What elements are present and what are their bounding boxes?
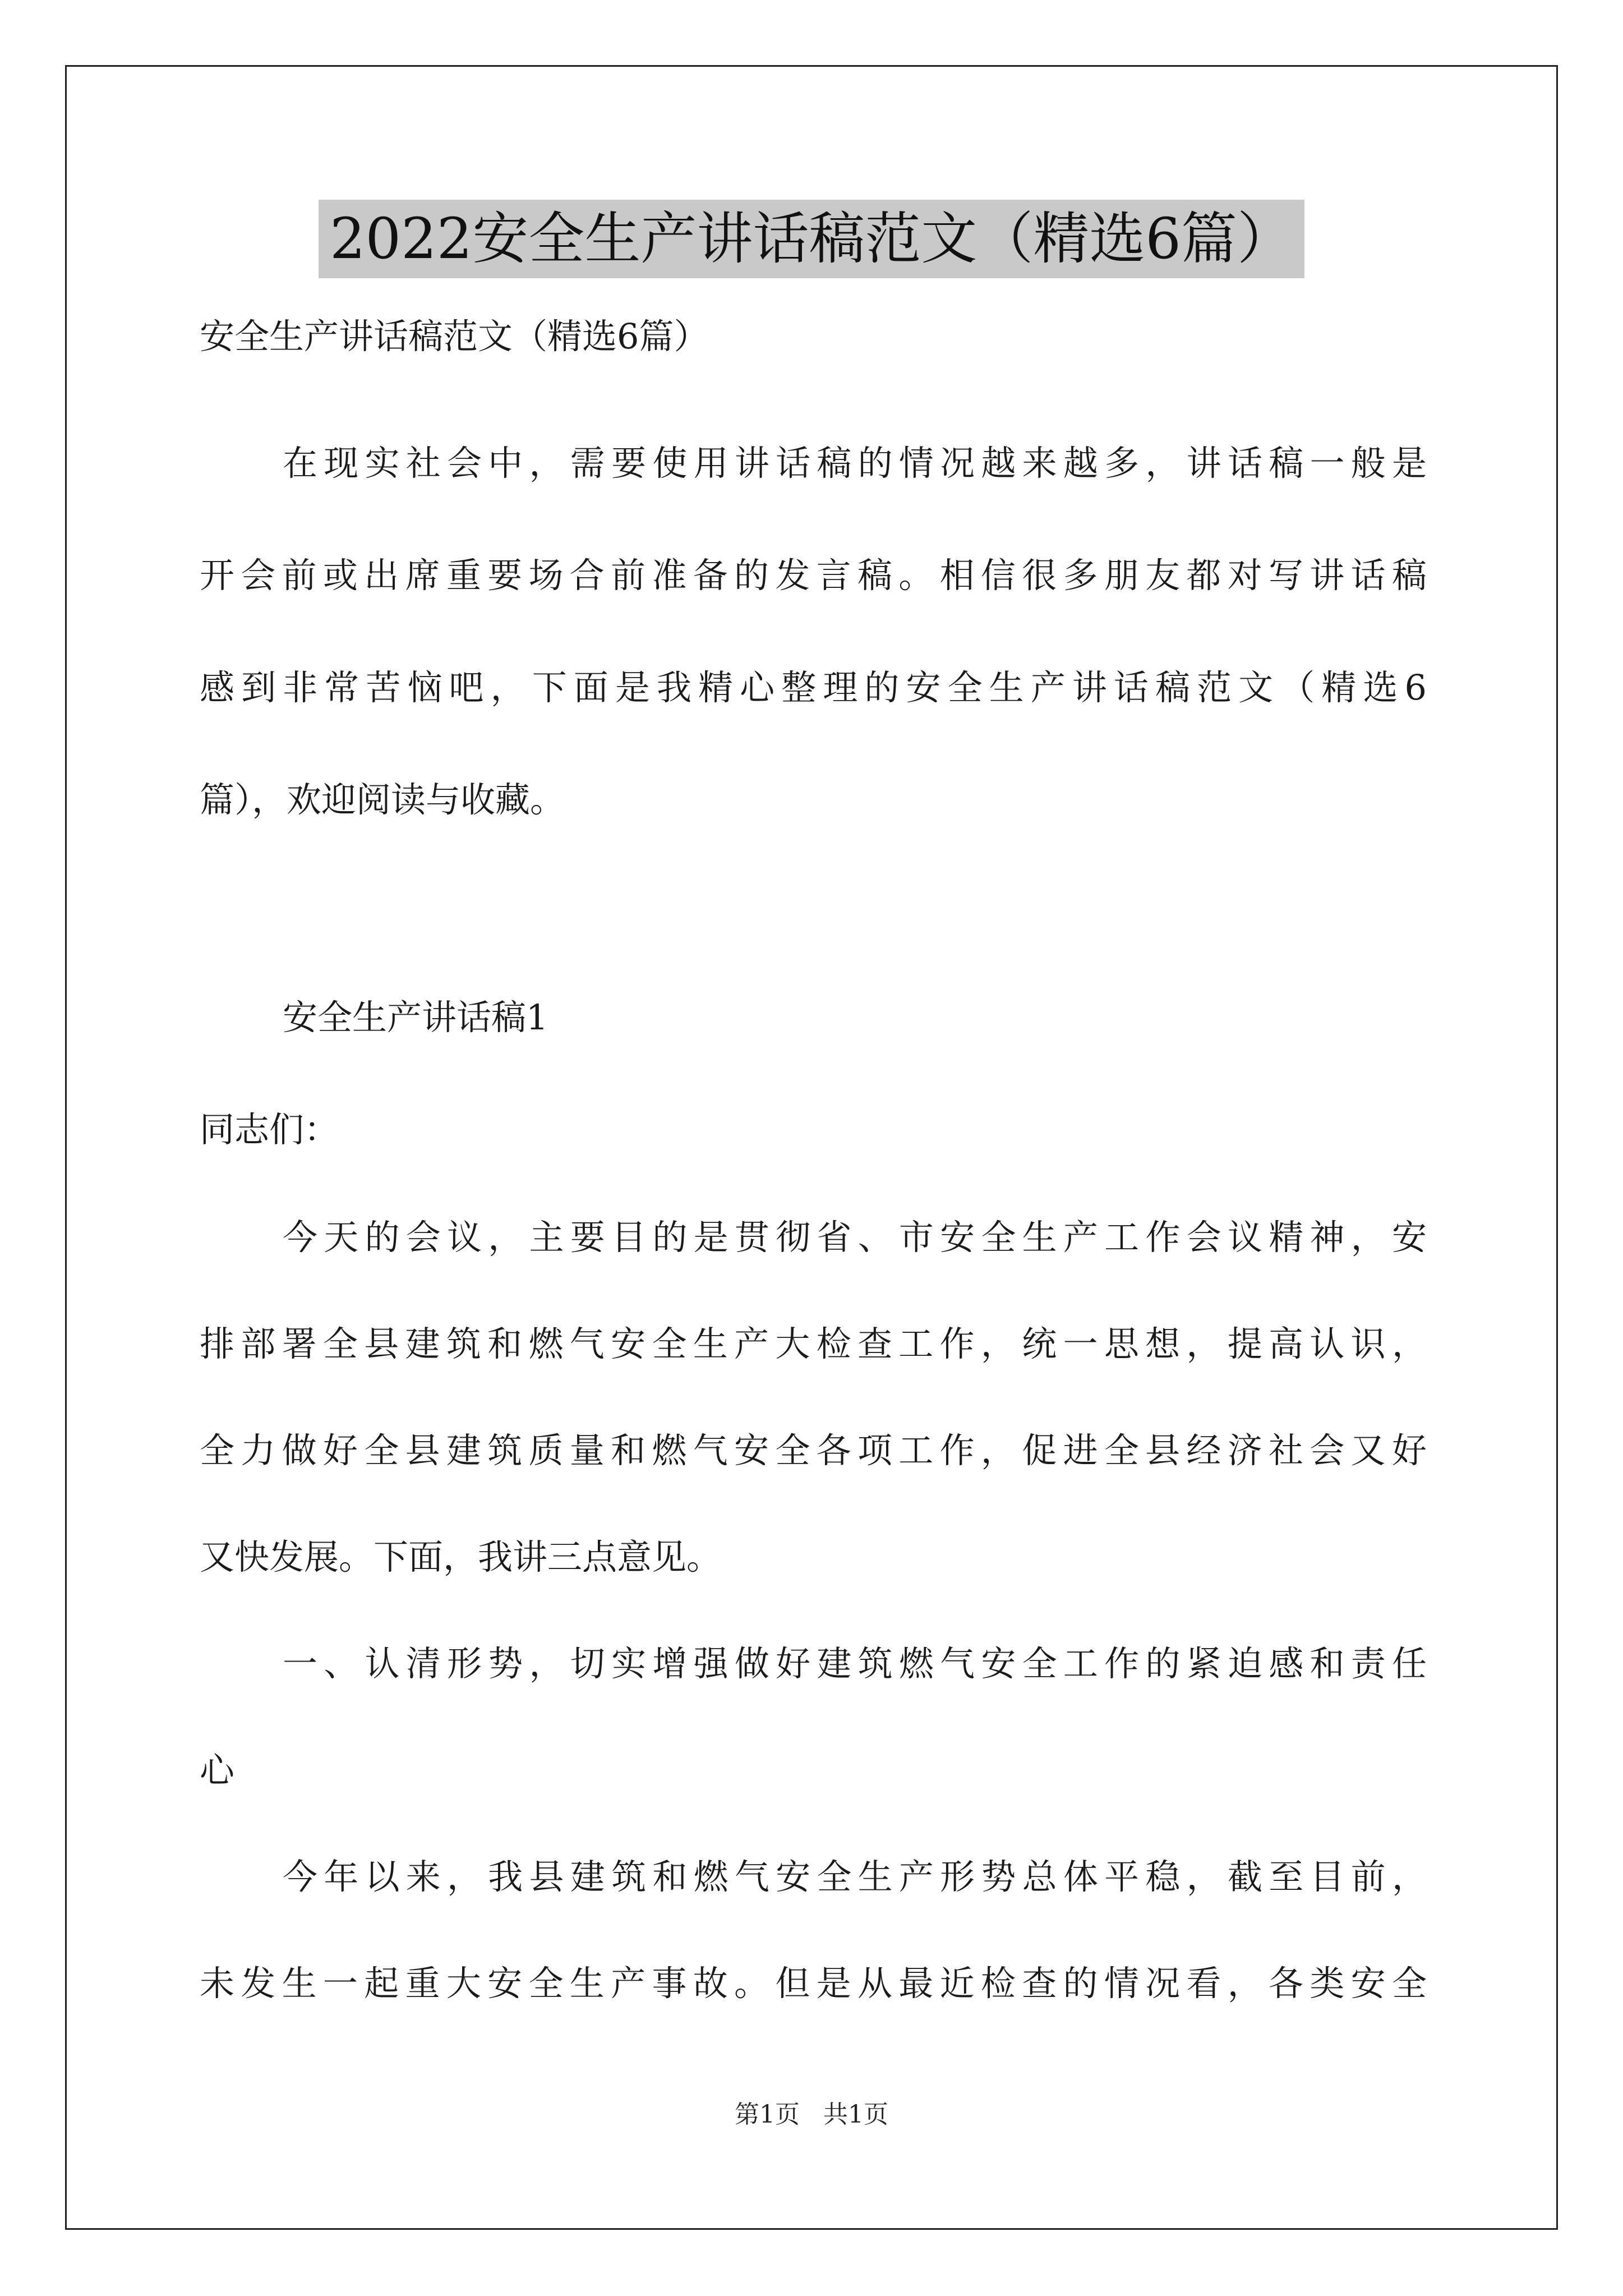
paragraph-line: 全力做好全县建筑质量和燃气安全各项工作，促进全县经济社会又好 [200,1430,1427,1471]
intro-line: 篇），欢迎阅读与收藏。 [200,779,565,820]
intro-line: 在现实社会中，需要使用讲话稿的情况越来越多，讲话稿一般是 [283,443,1427,484]
section-heading: 安全生产讲话稿1 [283,997,548,1038]
paragraph-line: 今天的会议，主要目的是贯彻省、市安全生产工作会议精神，安 [283,1217,1427,1258]
intro-line: 开会前或出席重要场合前准备的发言稿。相信很多朋友都对写讲话稿 [200,555,1427,596]
point-heading-line: 心 [200,1750,235,1791]
document-subtitle: 安全生产讲话稿范文（精选6篇） [200,316,709,357]
salutation: 同志们： [200,1109,339,1150]
title-container [0,200,1623,278]
intro-line: 感到非常苦恼吧，下面是我精心整理的安全生产讲话稿范文（精选6 [200,667,1427,708]
paragraph-line: 排部署全县建筑和燃气安全生产大检查工作，统一思想，提高认识， [200,1323,1427,1364]
document-title: 2022安全生产讲话稿范文（精选6篇） [319,200,1304,278]
paragraph-line: 又快发展。下面，我讲三点意见。 [200,1536,722,1577]
paragraph-line: 今年以来，我县建筑和燃气安全生产形势总体平稳，截至目前， [283,1856,1427,1897]
point-heading-line: 一、认清形势，切实增强做好建筑燃气安全工作的紧迫感和责任 [283,1643,1427,1684]
paragraph-line: 未发生一起重大安全生产事故。但是从最近检查的情况看，各类安全 [200,1963,1427,2004]
page-footer: 第1页 共1页 [735,2100,888,2129]
